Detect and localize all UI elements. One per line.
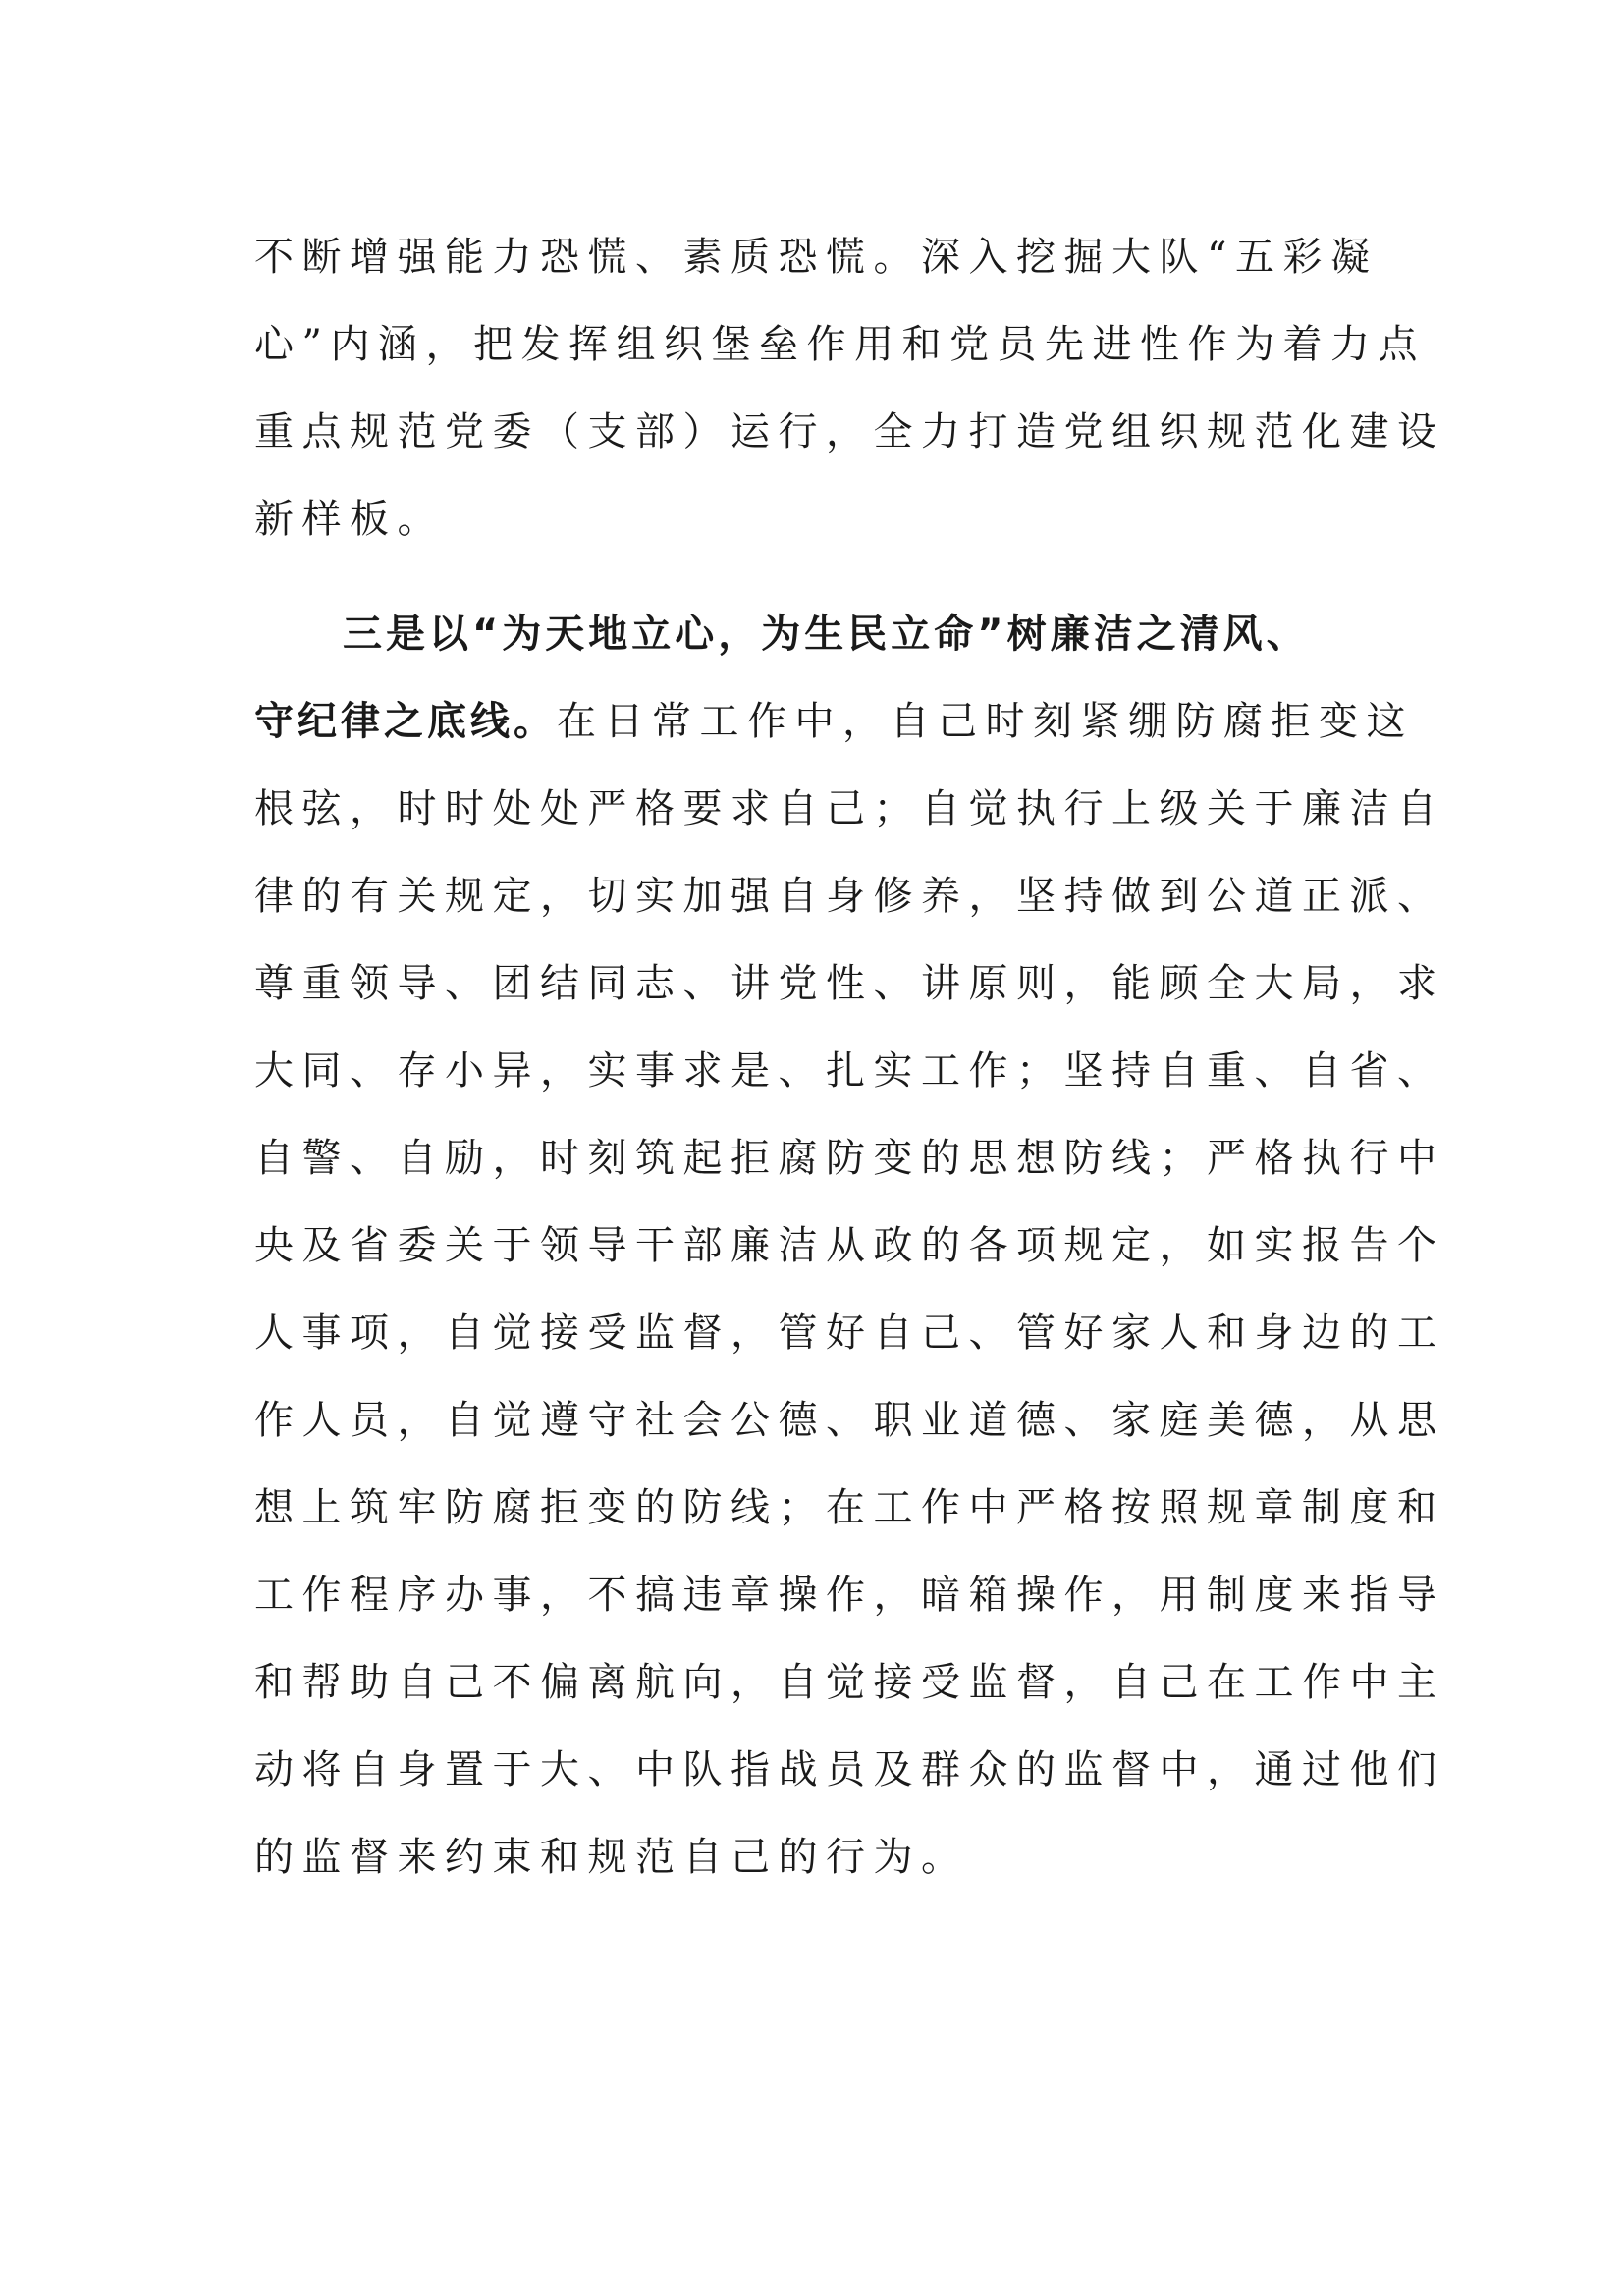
paragraph-line: 新样板。 xyxy=(254,497,445,542)
document-body xyxy=(254,214,1445,1901)
paragraph-1 xyxy=(254,214,1445,563)
paragraph-line: 重点规范党委（支部）运行，全力打造党组织规范化建设 xyxy=(254,409,1445,454)
paragraph-line: 和帮助自己不偏离航向，自觉接受监督，自己在工作中主 xyxy=(254,1660,1445,1705)
paragraph-line: 大同、存小异，实事求是、扎实工作；坚持自重、自省、 xyxy=(254,1048,1445,1094)
paragraph-line: 作人员，自觉遵守社会公德、职业道德、家庭美德，从思 xyxy=(254,1398,1445,1443)
paragraph-line: 人事项，自觉接受监督，管好自己、管好家人和身边的工 xyxy=(254,1310,1445,1356)
paragraph-heading-line-2 xyxy=(254,678,1414,766)
paragraph-line: 想上筑牢防腐拒变的防线；在工作中严格按照规章制度和 xyxy=(254,1485,1445,1530)
paragraph-2 xyxy=(254,591,1445,1901)
paragraph-line: 根弦，时时处处严格要求自己；自觉执行上级关于廉洁自 xyxy=(254,786,1445,831)
paragraph-line: 心”内涵，把发挥组织堡垒作用和党员先进性作为着力点 xyxy=(254,322,1426,367)
paragraph-heading-bold: 守纪律之底线。 xyxy=(254,699,557,744)
paragraph-heading-line: 三是以“为天地立心，为生民立命”树廉洁之清风、 xyxy=(343,612,1310,657)
paragraph-line: 的监督来约束和规范自己的行为。 xyxy=(254,1835,969,1880)
paragraph-spacer xyxy=(254,563,1393,591)
paragraph-line: 动将自身置于大、中队指战员及群众的监督中，通过他们 xyxy=(254,1747,1445,1792)
paragraph-line: 尊重领导、团结同志、讲党性、讲原则，能顾全大局，求 xyxy=(254,961,1445,1006)
paragraph-line: 央及省委关于领导干部廉洁从政的各项规定，如实报告个 xyxy=(254,1223,1445,1268)
paragraph-line: 不断增强能力恐慌、素质恐慌。深入挖掘大队“五彩凝 xyxy=(254,235,1379,280)
paragraph-line: 工作程序办事，不搞违章操作，暗箱操作，用制度来指导 xyxy=(254,1573,1445,1618)
paragraph-heading-rest: 在日常工作中，自己时刻紧绷防腐拒变这 xyxy=(557,699,1414,744)
paragraph-line: 律的有关规定，切实加强自身修养，坚持做到公道正派、 xyxy=(254,874,1445,919)
paragraph-line: 自警、自励，时刻筑起拒腐防变的思想防线；严格执行中 xyxy=(254,1136,1445,1181)
